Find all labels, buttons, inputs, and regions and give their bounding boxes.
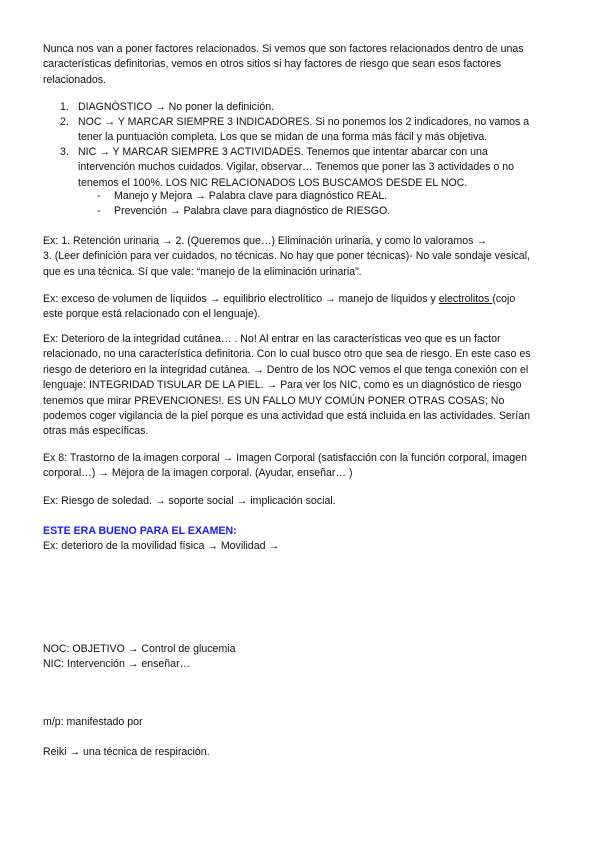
example-text: (cojo xyxy=(492,293,516,305)
exam-heading: ESTE ERA BUENO PARA EL EXAMEN: xyxy=(43,525,237,537)
example-line: Ex: Deterioro de la integridad cutánea… . No! Al entrar en las características veo que es un factor xyxy=(43,333,501,345)
example-line: Ex: Riesgo de soledad. → soporte social → implicación social. xyxy=(43,495,336,507)
intro-paragraph xyxy=(43,42,563,88)
example-line: este porque está relacionado con el lenguaje). xyxy=(43,308,261,321)
example-line: podemos coger vigilancia de la piel porque es una actividad que está incluida en las actividades. Serían xyxy=(43,410,531,423)
dash-bullet: - xyxy=(97,205,101,217)
example-integridad-cutanea xyxy=(43,332,563,440)
noc-line: NOC: OBJETIVO → Control de glucemia xyxy=(43,643,236,655)
list-item-text: NIC → Y MARCAR SIEMPRE 3 ACTIVIDADES. Tenemos que intentar abarcar con una xyxy=(78,146,488,158)
example-line: tenemos que mirar PREVENCIONES!. ES UN FALLO MUY COMÚN PONER OTRAS COSAS; No xyxy=(43,394,505,407)
reiki-line: Reiki → una técnica de respiración. xyxy=(43,746,210,758)
example-imagen-corporal xyxy=(43,451,563,482)
list-item-text: DIAGNÓSTICO → No poner la definición. xyxy=(78,101,275,113)
intro-line: relacionados. xyxy=(43,73,107,86)
sub-bullet-text: Prevención → Palabra clave para diagnóstico de RIESGO. xyxy=(114,205,391,217)
nic-line: NIC: Intervención → enseñar… xyxy=(43,658,191,671)
example-exceso-liquidos xyxy=(43,292,563,323)
mp-line: m/p: manifestado por xyxy=(43,716,143,728)
example-line: lenguaje: INTEGRIDAD TISULAR DE LA PIEL. → Para ver los NIC, como es un diagnóstico de riesgo xyxy=(43,379,522,392)
example-line: Ex: deterioro de la movilidad física → Movilidad → xyxy=(43,540,280,553)
example-line xyxy=(43,292,563,307)
list-item-text: NOC → Y MARCAR SIEMPRE 3 INDICADORES. Si no ponemos los 2 indicadores, no vamos a xyxy=(78,116,530,128)
example-line: riesgo de deterioro en la integridad cutánea. → Dentro de los NOC vemos el que tenga conexión con el xyxy=(43,363,529,376)
mp-note xyxy=(43,715,563,730)
list-number: 3. xyxy=(60,146,69,158)
noc-nic-notes xyxy=(43,642,563,673)
reiki-note xyxy=(43,745,563,760)
list-number: 1. xyxy=(60,101,69,113)
list-number: 2. xyxy=(60,116,69,128)
example-line: relacionado, no una característica definitoria. Con lo cual busco otro que sea de riesgo. En este caso es xyxy=(43,348,531,361)
intro-line: Nunca nos van a poner factores relacionados. Si vemos que son factores relacionados dentro de unas xyxy=(43,43,524,55)
dash-bullet: - xyxy=(97,190,101,202)
example-line: Ex: 1. Retención urinaria → 2. (Queremos que…) Eliminación urinaria, y como lo valoramos → xyxy=(43,235,487,247)
sub-bullet-text: Manejo y Mejora → Palabra clave para diagnóstico REAL. xyxy=(114,190,388,202)
list-item-text: tener la puntuación completa. Los que se midan de una forma más fácil y más objetiva. xyxy=(78,131,488,144)
exam-section xyxy=(43,524,563,555)
example-text: Ex: exceso de volumen de líquidos → equilibrio electrolítico → manejo de líquidos y xyxy=(43,293,439,305)
example-line: 3. (Leer definición para ver cuidados, no técnicas. No hay que poner técnicas)- No vale sondaje vesical, xyxy=(43,250,530,263)
intro-line: características definitorias, vemos en otros sitios si hay factores de riesgo que sean esos factores xyxy=(43,58,502,71)
example-soledad xyxy=(43,494,563,509)
example-line: Ex 8: Trastorno de la imagen corporal → Imagen Corporal (satisfacción con la función corporal, imagen xyxy=(43,452,528,464)
underlined-term: electrolitos xyxy=(438,293,493,305)
list-item-text: intervención muchos cuidados. Vigilar, observar… Tenemos que poner las 3 actividades o no xyxy=(78,161,514,174)
example-line: corporal…) → Mejora de la imagen corporal. (Ayudar, enseñar… ) xyxy=(43,467,353,480)
example-retencion-urinaria xyxy=(43,234,563,280)
list-item-text: tenemos el 100%. LOS NIC RELACIONADOS LOS BUSCAMOS DESDE EL NOC. xyxy=(78,176,468,189)
example-line: otras más específicas. xyxy=(43,425,149,438)
example-line: que es una técnica. Sí que vale: “manejo de la eliminación urinaria”. xyxy=(43,265,362,278)
